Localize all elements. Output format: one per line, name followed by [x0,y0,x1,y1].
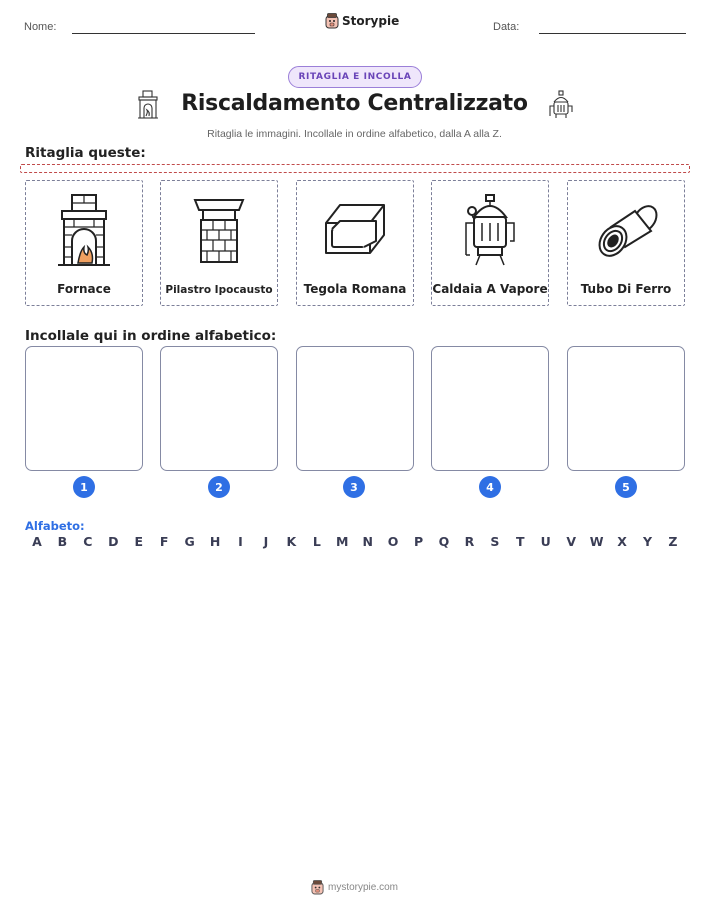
iron-pipe-icon [591,201,661,261]
cut-card-caldaia-a-vapore[interactable] [431,180,549,306]
alphabet-letter: D [108,534,119,549]
instructions: Ritaglia le immagini. Incollale in ordine alfabetico, dalla A alla Z. [207,128,502,140]
footer-url[interactable]: mystorypie.com [327,882,398,893]
paste-slot-4[interactable] [431,346,549,471]
alphabet-letter: S [490,534,500,549]
alphabet-letter: Z [668,534,678,549]
alphabet-row [25,534,685,549]
cut-card-pilastro-ipocausto[interactable] [160,180,278,306]
alphabet-letter: R [464,534,475,549]
alphabet-letter: W [589,534,604,549]
pig-mascot-icon [325,13,339,29]
paste-slot-1[interactable] [25,346,143,471]
alphabet-letter: T [516,534,525,549]
slot-number-1: 1 [73,476,95,498]
cut-line [20,164,690,173]
brick-pillar-icon [189,196,249,266]
name-line[interactable] [72,33,255,34]
alphabet-letter: Q [438,534,450,549]
alphabet-letter: K [286,534,297,549]
storypie-logo [325,13,399,29]
alphabet-letter: U [540,534,551,549]
slot-number-2: 2 [208,476,230,498]
paste-slot-3[interactable] [296,346,414,471]
name-label: Nome: [24,21,57,33]
slot-number-5: 5 [615,476,637,498]
pig-mascot-icon [311,880,324,895]
alphabet-letter: F [159,534,169,549]
alphabet-letter: C [83,534,93,549]
card-label: Caldaia A Vapore [432,282,548,296]
alphabet-letter: V [566,534,577,549]
brand-name: Storypie [342,14,400,28]
alphabet-letter: B [57,534,68,549]
paste-section-label: Incollale qui in ordine alfabetico: [25,328,277,344]
alphabet-letter: I [238,534,243,549]
alphabet-letter: J [263,534,269,549]
cut-card-tegola-romana[interactable] [296,180,414,306]
roof-tile-icon [320,201,390,261]
alphabet-label: Alfabeto: [25,519,85,533]
alphabet-letter: X [617,534,627,549]
alphabet-letter: P [413,534,424,549]
slot-number-3: 3 [343,476,365,498]
card-label: Pilastro Ipocausto [165,284,273,296]
steam-boiler-icon [548,90,574,120]
alphabet-letter: M [336,534,349,549]
alphabet-letter: O [387,534,399,549]
alphabet-letter: H [209,534,221,549]
card-label: Fornace [57,282,111,296]
slot-number-4: 4 [479,476,501,498]
activity-badge: RITAGLIA E INCOLLA [288,66,422,88]
cut-card-tubo-di-ferro[interactable] [567,180,685,306]
alphabet-letter: Y [642,534,653,549]
card-label: Tubo Di Ferro [580,282,672,296]
alphabet-letter: E [134,534,144,549]
date-line[interactable] [539,33,686,34]
fireplace-icon [54,193,114,269]
cut-section-label: Ritaglia queste: [25,145,146,161]
alphabet-letter: N [362,534,373,549]
page-title: Riscaldamento Centralizzato [181,91,528,116]
steam-boiler-icon [460,193,520,269]
paste-slot-2[interactable] [160,346,278,471]
alphabet-letter: L [312,534,321,549]
footer [0,880,709,895]
paste-slot-5[interactable] [567,346,685,471]
date-label: Data: [493,21,520,33]
alphabet-letter: G [184,534,195,549]
alphabet-letter: A [32,534,42,549]
card-label: Tegola Romana [303,282,407,296]
cut-card-fornace[interactable] [25,180,143,306]
